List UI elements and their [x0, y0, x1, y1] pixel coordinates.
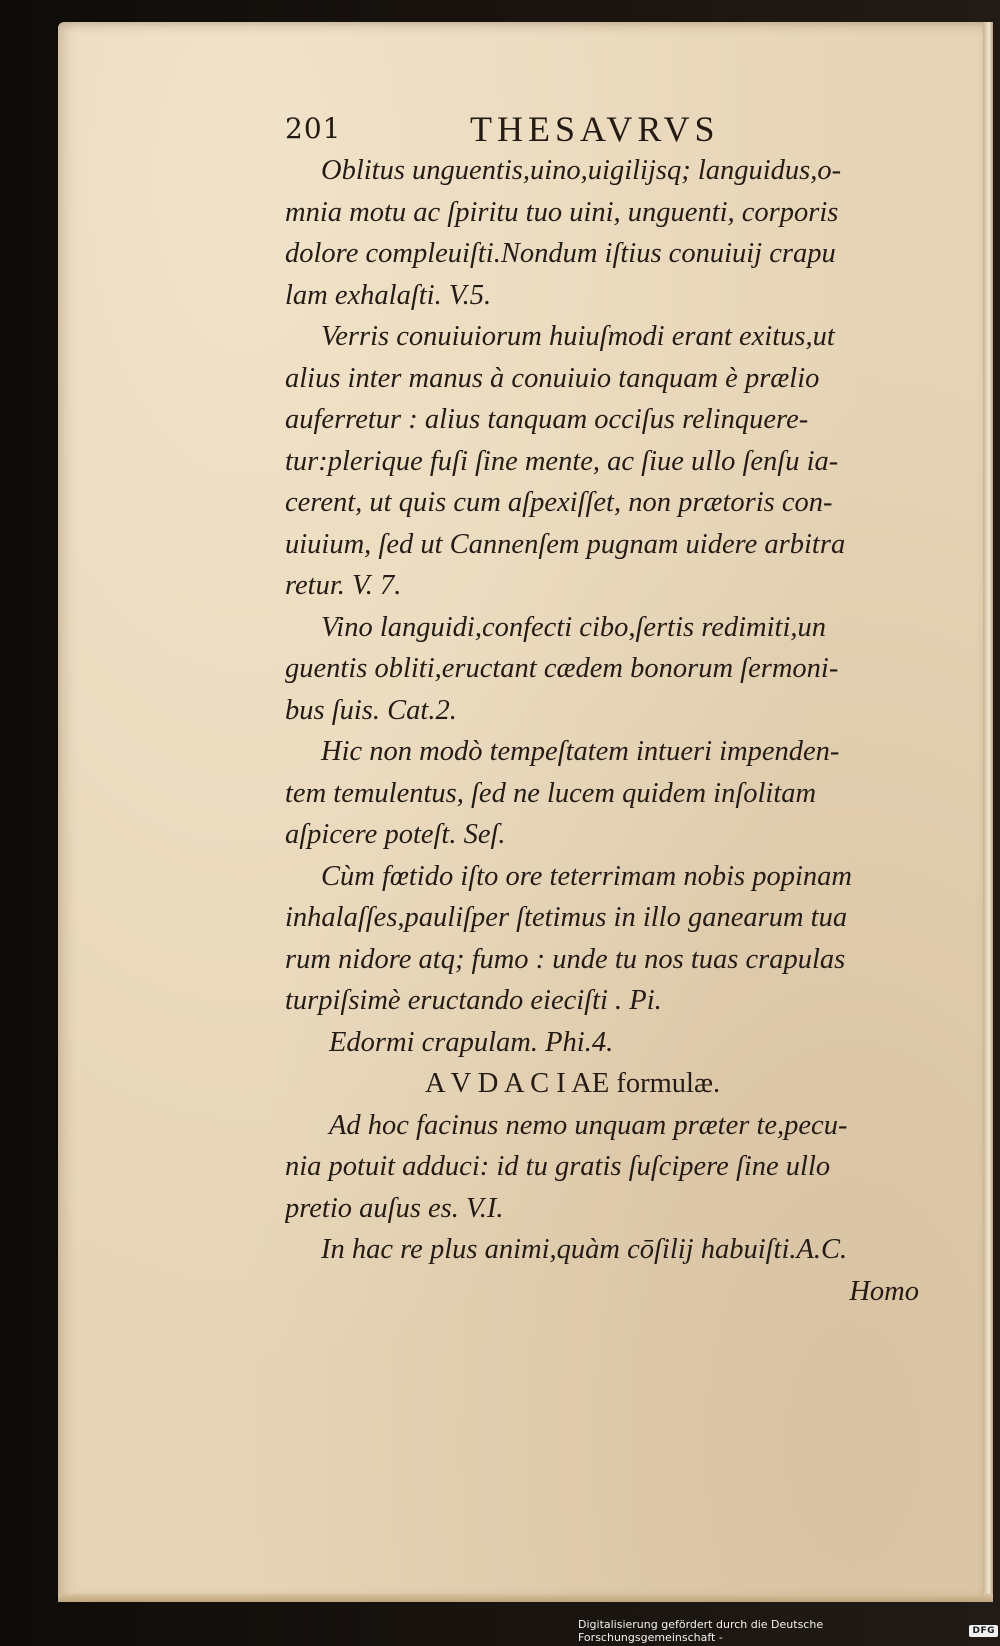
text-line: lam exhalaſti. V.5.: [285, 279, 492, 311]
text-line: Oblitus unguentis,uino,uigilijsq; languidus,o-: [321, 155, 842, 186]
text-line: mnia motu ac ſpiritu tuo uini, unguenti, corporis: [285, 196, 839, 228]
dfg-logo: DFG: [969, 1625, 998, 1637]
text-line: turpiſsimè eructando eieciſti . Pi.: [285, 985, 662, 1016]
text-line: Ad hoc facinus nemo unquam præter te,pecu-: [329, 1109, 848, 1141]
text-line: inhalaſſes,pauliſper ſtetimus in illo ganearum tua: [285, 902, 848, 933]
page-edge-bottom: [58, 1594, 993, 1602]
catchword: Homo: [849, 1275, 919, 1307]
text-line: nia potuit adduci: id tu gratis ſuſcipere ſine ullo: [285, 1151, 831, 1182]
page-number: 201: [285, 112, 342, 145]
text-line: Edormi crapulam. Phi.4.: [329, 1026, 614, 1058]
text-line: In hac re plus animi,quàm cōſilij habuiſti.A.C.: [321, 1234, 848, 1265]
text-line: Hic non modò tempeſtatem intueri impenden-: [321, 736, 840, 767]
text-line: Verris conuiuiorum huiuſmodi erant exitus,ut: [321, 321, 835, 352]
text-line: rum nidore atq; fumo : unde tu nos tuas crapulas: [285, 943, 846, 975]
funding-notice: Digitalisierung gefördert durch die Deutsche Forschungsgemeinschaft -: [578, 1618, 824, 1644]
text-line: tem temulentus, ſed ne lucem quidem inſolitam: [285, 777, 817, 809]
text-line: uiuium, ſed ut Cannenſem pugnam uidere arbitra: [285, 528, 846, 560]
section-heading: A V D A C I AE formulæ.: [425, 1068, 721, 1099]
running-head: [285, 108, 925, 148]
text-line: guentis obliti,eructant cædem bonorum ſermoni-: [285, 653, 839, 684]
running-title: THESAVRVS: [470, 109, 720, 149]
text-line: Vino languidi,confecti cibo,ſertis redimiti,un: [321, 611, 827, 643]
digitization-footer: [578, 1618, 998, 1644]
page-edge: [983, 22, 993, 1602]
text-line: tur:plerique fuſi ſine mente, ac ſiue ullo ſenſu ia-: [285, 445, 839, 477]
text-line: aſpicere poteſt. Seſ.: [285, 819, 506, 850]
text-line: bus ſuis. Cat.2.: [285, 694, 457, 726]
text-line: retur. V. 7.: [285, 570, 402, 601]
text-line: dolore compleuiſti.Nondum iſtius conuiuij crapu: [285, 238, 836, 269]
text-line: alius inter manus à conuiuio tanquam è prælio: [285, 362, 820, 394]
text-line: pretio auſus es. V.I.: [285, 1192, 504, 1224]
body-text: [285, 150, 925, 1312]
text-line: cerent, ut quis cum aſpexiſſet, non prætoris con-: [285, 487, 833, 518]
text-line: Cùm fœtido iſto ore teterrimam nobis popinam: [321, 860, 852, 892]
text-line: auferretur : alius tanquam occiſus relinquere-: [285, 404, 809, 435]
